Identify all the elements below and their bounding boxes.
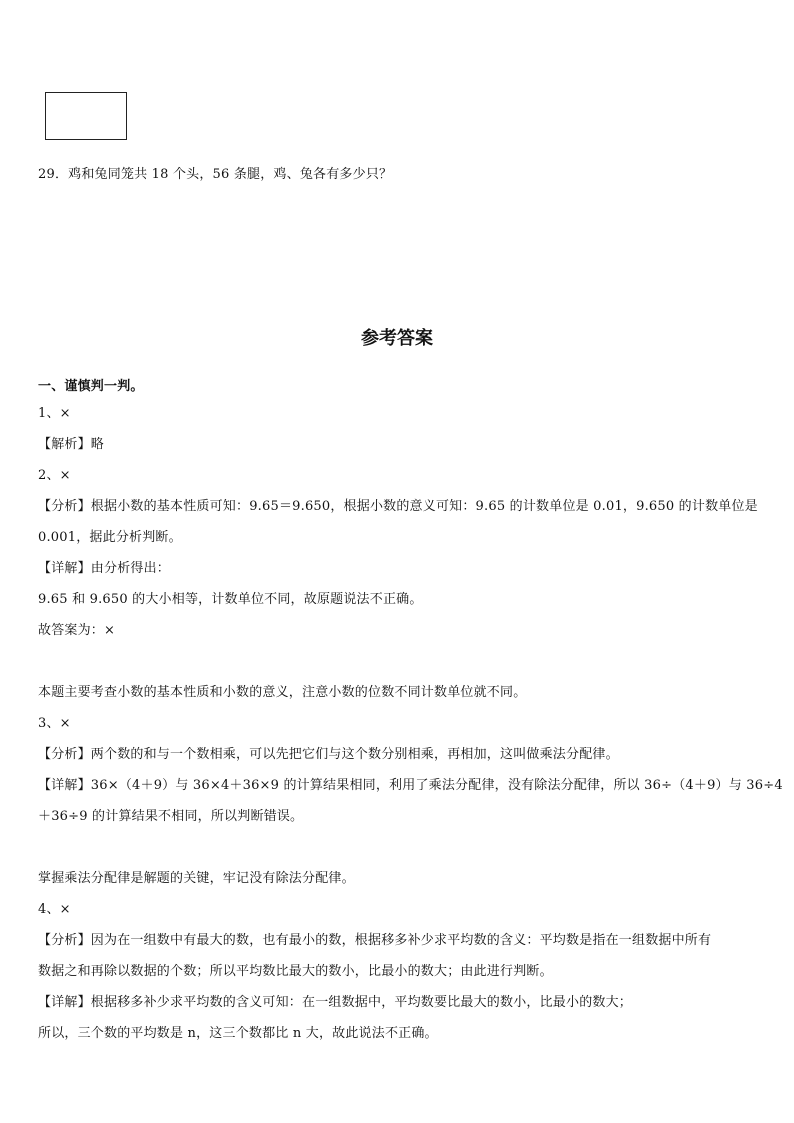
answer-line: 0.001，据此分析判断。 <box>38 530 182 545</box>
answer-line: 本题主要考查小数的基本性质和小数的意义，注意小数的位数不同计数单位就不同。 <box>38 685 527 700</box>
answer-title: 参考答案 <box>361 328 433 349</box>
answer-line: 【详解】由分析得出： <box>38 561 171 576</box>
question-29: 29．鸡和兔同笼共 18 个头，56 条腿，鸡、兔各有多少只？ <box>38 167 393 182</box>
answer-line: ＋36÷9 的计算结果不相同，所以判断错误。 <box>38 809 304 824</box>
drawing-box <box>45 92 127 140</box>
answer-line: 故答案为：× <box>38 623 116 638</box>
answer-line: 9.65 和 9.650 的大小相等，计数单位不同，故原题说法不正确。 <box>38 592 423 607</box>
answer-line: 所以，三个数的平均数是 n，这三个数都比 n 大，故此说法不正确。 <box>38 1026 438 1041</box>
answer-line: 【分析】两个数的和与一个数相乘，可以先把它们与这个数分别相乘，再相加，这叫做乘法分配律。 <box>38 747 619 762</box>
answer-line: 4、× <box>38 902 71 917</box>
answer-line: 【详解】36×（4＋9）与 36×4＋36×9 的计算结果相同，利用了乘法分配律，没有除法分配律，所以 36÷（4＋9）与 36÷4 <box>38 778 783 793</box>
answer-line: 【分析】根据小数的基本性质可知：9.65＝9.650，根据小数的意义可知：9.65 的计数单位是 0.01，9.650 的计数单位是 <box>38 499 758 514</box>
answer-line: 1、× <box>38 406 71 421</box>
answer-line: 3、× <box>38 716 71 731</box>
section-heading: 一、谨慎判一判。 <box>38 379 144 394</box>
answer-line: 掌握乘法分配律是解题的关键，牢记没有除法分配律。 <box>38 871 355 886</box>
answer-line: 【详解】根据移多补少求平均数的含义可知：在一组数据中，平均数要比最大的数小，比最小的数大； <box>38 995 633 1010</box>
answer-line: 【解析】略 <box>38 437 105 452</box>
answer-line: 2、× <box>38 468 71 483</box>
answer-line: 【分析】因为在一组数中有最大的数，也有最小的数，根据移多补少求平均数的含义：平均数是指在一组数据中所有 <box>38 933 712 948</box>
answer-line: 数据之和再除以数据的个数；所以平均数比最大的数小，比最小的数大；由此进行判断。 <box>38 964 553 979</box>
